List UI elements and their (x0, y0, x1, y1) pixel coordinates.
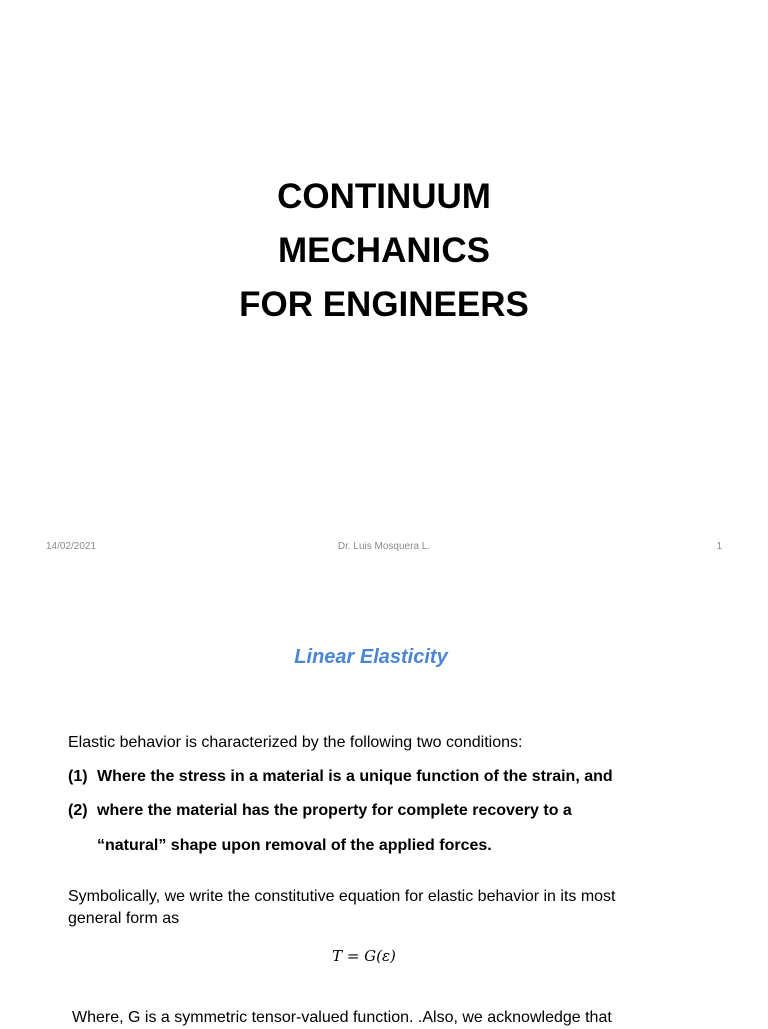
condition-number: (2) (68, 802, 88, 819)
slide-heading: Linear Elasticity (294, 646, 448, 668)
equation: T = G(ε) (332, 947, 396, 965)
condition-text: Where the stress in a material is a unique function of the strain, and (97, 768, 613, 785)
symbolic-text: Symbolically, we write the constitutive equation for elastic behavior in its most general form as (68, 888, 616, 927)
footer-date: 14/02/2021 (46, 541, 97, 552)
condition-2-continued: “natural” shape upon removal of the applied forces. (97, 837, 492, 854)
title-line: MECHANICS (278, 231, 490, 270)
title-line: FOR ENGINEERS (239, 285, 529, 324)
condition-1 (68, 766, 613, 788)
title-line: CONTINUUM (277, 177, 491, 216)
condition-number: (1) (68, 768, 88, 785)
where-text: Where, G is a symmetric tensor-valued function. .Also, we acknowledge that (72, 1009, 612, 1026)
slide-title (0, 170, 768, 332)
condition-text: where the material has the property for complete recovery to a (97, 802, 572, 819)
condition-2 (68, 800, 572, 822)
footer-page-number: 1 (716, 541, 722, 552)
content-slide (0, 580, 768, 1024)
footer-author: Dr. Luis Mosquera L. (337, 541, 431, 552)
intro-text: Elastic behavior is characterized by the following two conditions: (68, 734, 523, 751)
